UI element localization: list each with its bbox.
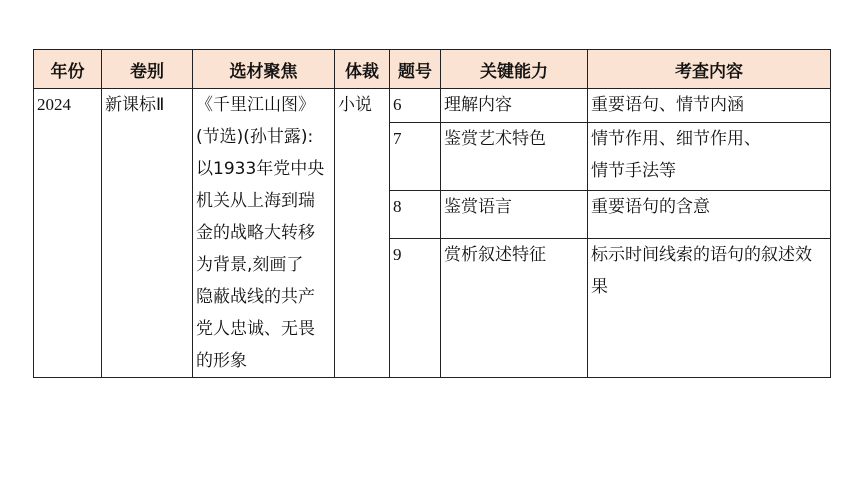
genre-cell: 小说 xyxy=(335,89,390,378)
topic-line: 《千里江山图》 xyxy=(196,95,315,115)
content-cell xyxy=(588,122,831,190)
question-number-cell: 7 xyxy=(390,122,441,190)
topic-line: 以1933年党中央 xyxy=(196,159,325,179)
header-question-number: 题号 xyxy=(390,50,441,89)
header-genre: 体裁 xyxy=(335,50,390,89)
content-line: 情节手法等 xyxy=(591,160,676,181)
question-number-cell: 8 xyxy=(390,190,441,238)
topic-line: 为背景,刻画了 xyxy=(196,255,304,275)
header-topic: 选材聚焦 xyxy=(193,50,335,89)
content-cell xyxy=(588,190,831,238)
topic-line: 隐蔽战线的共产 xyxy=(196,287,315,307)
topic-line: (节选)(孙甘露): xyxy=(196,127,314,147)
header-key-ability: 关键能力 xyxy=(441,50,588,89)
exam-analysis-table xyxy=(33,49,831,378)
content-line: 重要语句的含意 xyxy=(591,196,710,217)
content-line: 果 xyxy=(591,276,608,297)
ability-cell: 赏析叙述特征 xyxy=(441,238,588,377)
content-line: 情节作用、细节作用、 xyxy=(591,128,761,149)
header-content: 考查内容 xyxy=(588,50,831,89)
header-paper: 卷别 xyxy=(102,50,193,89)
question-number-cell: 6 xyxy=(390,89,441,123)
content-line: 标示时间线索的语句的叙述效 xyxy=(591,244,812,265)
topic-line: 党人忠诚、无畏 xyxy=(196,319,315,339)
content-line: 重要语句、情节内涵 xyxy=(591,95,744,115)
ability-cell: 鉴赏艺术特色 xyxy=(441,122,588,190)
content-cell xyxy=(588,89,831,123)
header-row xyxy=(34,50,831,89)
topic-line: 机关从上海到瑞 xyxy=(196,191,315,211)
topic-cell xyxy=(193,89,335,378)
topic-line: 的形象 xyxy=(196,351,247,371)
question-number-cell: 9 xyxy=(390,238,441,377)
ability-cell: 理解内容 xyxy=(441,89,588,123)
content-cell xyxy=(588,238,831,377)
table-row xyxy=(34,89,831,123)
paper-cell: 新课标Ⅱ xyxy=(102,89,193,378)
ability-cell: 鉴赏语言 xyxy=(441,190,588,238)
year-cell: 2024 xyxy=(34,89,102,378)
header-year: 年份 xyxy=(34,50,102,89)
topic-line: 金的战略大转移 xyxy=(196,223,315,243)
